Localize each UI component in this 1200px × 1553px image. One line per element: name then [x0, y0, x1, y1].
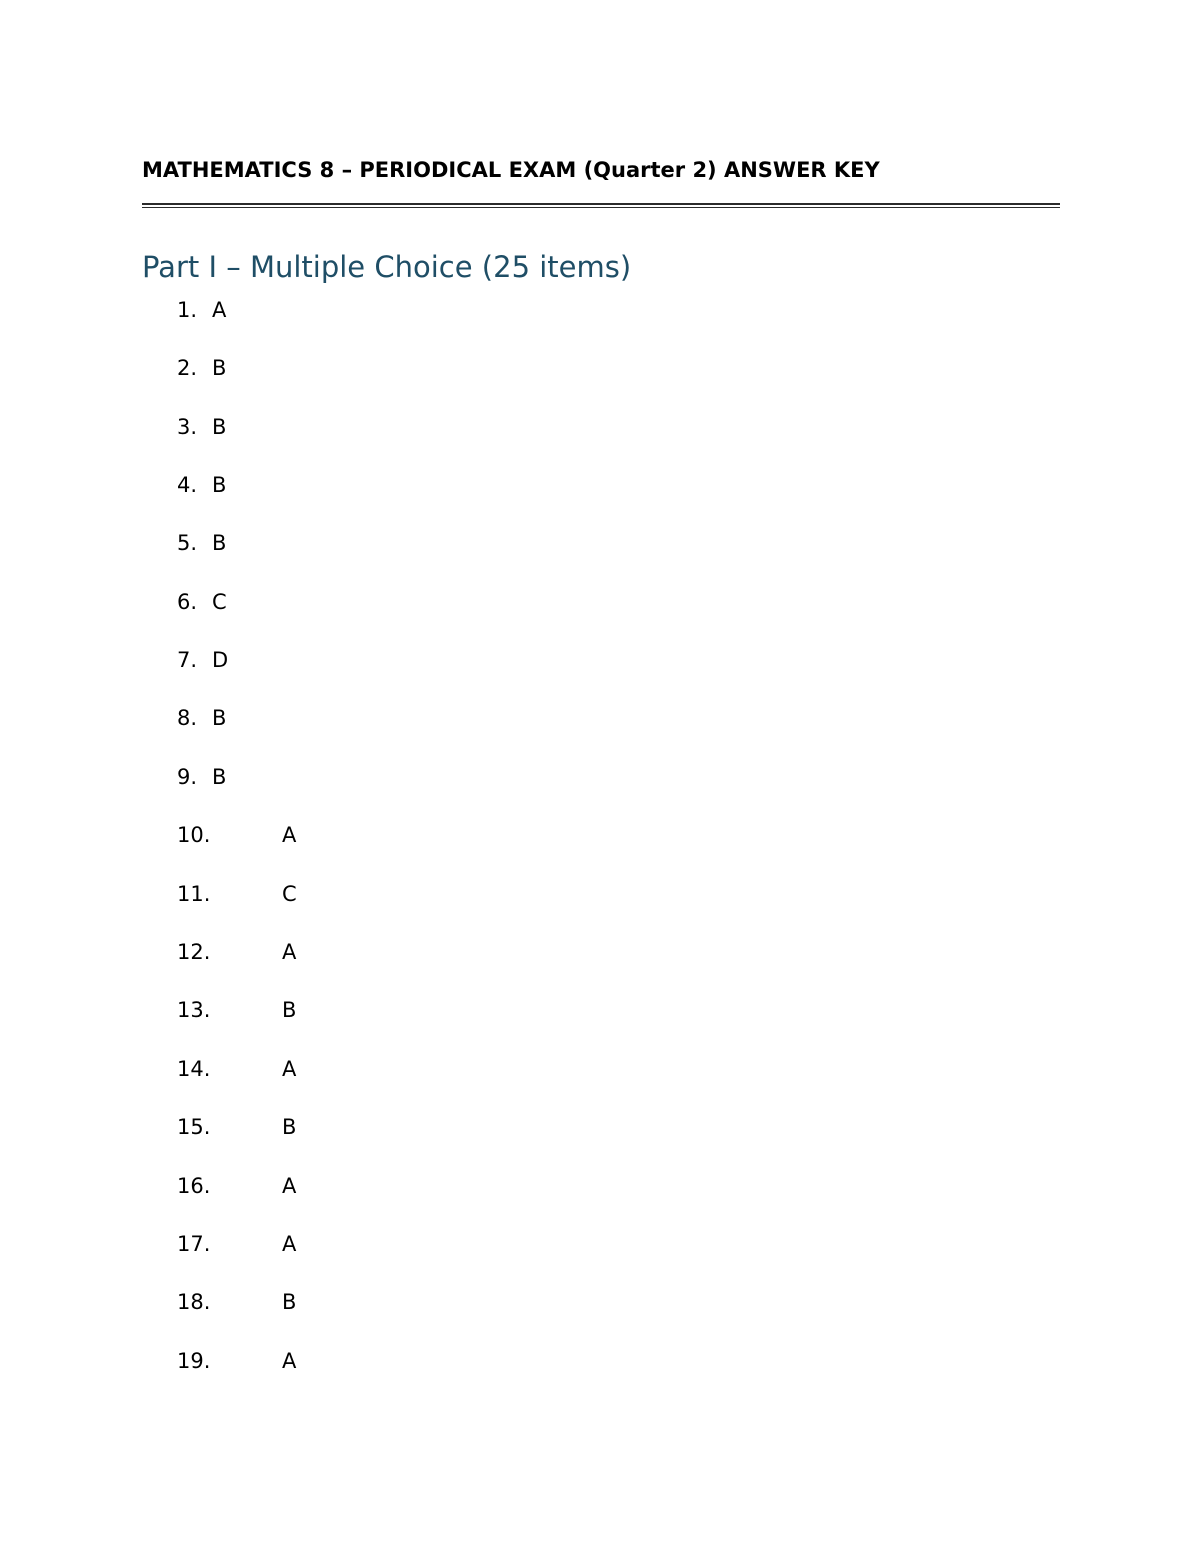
item-answer: B: [282, 1290, 297, 1314]
item-answer: B: [282, 1115, 297, 1139]
document-title: MATHEMATICS 8 – PERIODICAL EXAM (Quarter 2) ANSWER KEY: [142, 158, 880, 182]
item-number: 12.: [177, 940, 211, 964]
item-answer: B: [212, 356, 227, 380]
item-answer: B: [212, 473, 227, 497]
item-answer: A: [282, 823, 297, 847]
item-number: 7.: [177, 648, 198, 672]
item-number: 10.: [177, 823, 211, 847]
item-number: 3.: [177, 415, 198, 439]
item-number: 9.: [177, 765, 198, 789]
item-number: 11.: [177, 882, 211, 906]
item-number: 16.: [177, 1174, 211, 1198]
item-answer: A: [282, 1232, 297, 1256]
item-number: 4.: [177, 473, 198, 497]
item-number: 2.: [177, 356, 198, 380]
item-answer: B: [212, 765, 227, 789]
title-divider: [142, 203, 1060, 208]
item-answer: B: [212, 531, 227, 555]
item-number: 13.: [177, 998, 211, 1022]
item-number: 15.: [177, 1115, 211, 1139]
item-answer: A: [212, 298, 227, 322]
item-answer: B: [212, 706, 227, 730]
item-answer: A: [282, 1057, 297, 1081]
item-number: 1.: [177, 298, 198, 322]
item-number: 8.: [177, 706, 198, 730]
item-answer: C: [212, 590, 227, 614]
item-number: 18.: [177, 1290, 211, 1314]
item-answer: A: [282, 940, 297, 964]
item-answer: B: [212, 415, 227, 439]
item-number: 17.: [177, 1232, 211, 1256]
item-answer: D: [212, 648, 229, 672]
part1-heading: Part I – Multiple Choice (25 items): [142, 250, 632, 284]
item-answer: B: [282, 998, 297, 1022]
item-number: 19.: [177, 1349, 211, 1373]
item-answer: A: [282, 1174, 297, 1198]
item-number: 6.: [177, 590, 198, 614]
item-answer: A: [282, 1349, 297, 1373]
item-number: 14.: [177, 1057, 211, 1081]
item-number: 5.: [177, 531, 198, 555]
item-answer: C: [282, 882, 297, 906]
